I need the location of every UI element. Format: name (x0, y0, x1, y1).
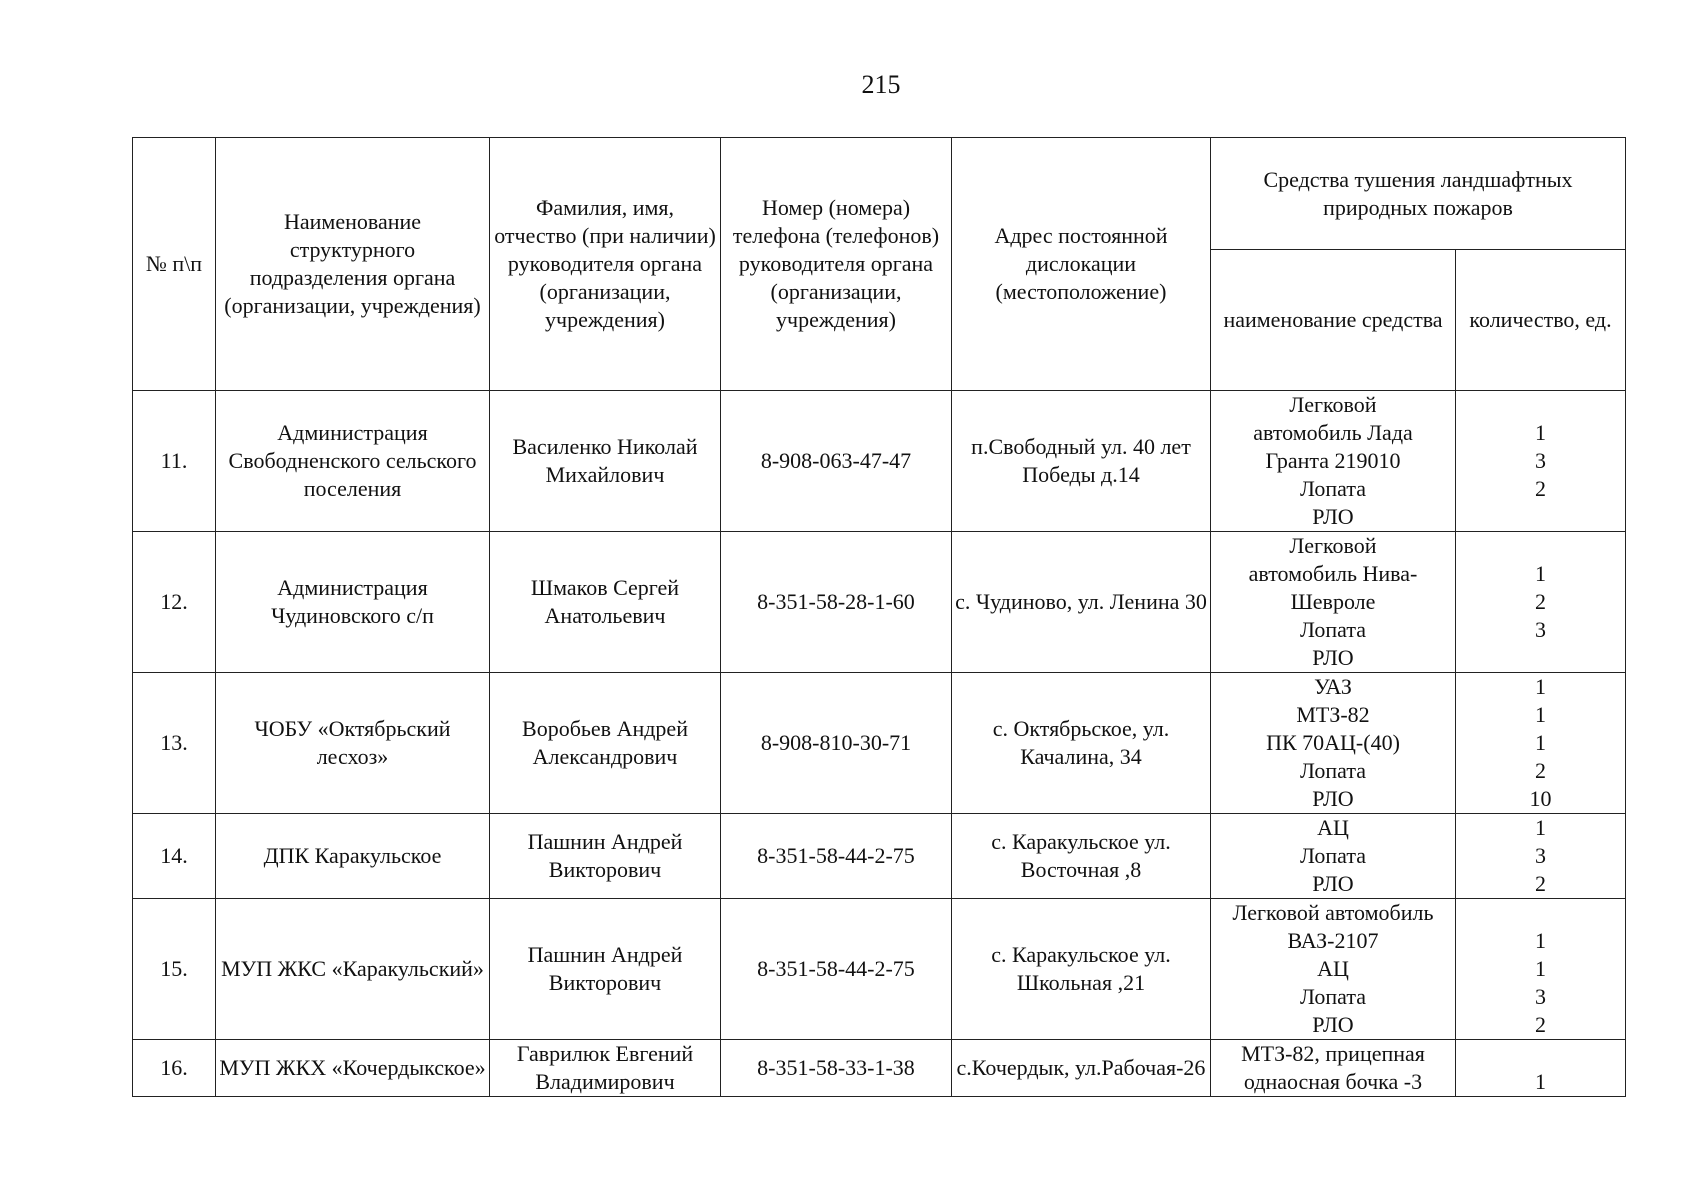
means-item: Лопата (1300, 758, 1366, 783)
table-row (133, 673, 1626, 814)
row-name: Администрация Свободненского сельского поселения (216, 391, 490, 532)
row-qty (1456, 391, 1626, 532)
means-item: АЦ (1317, 815, 1349, 840)
means-item: Шевроле (1290, 589, 1376, 614)
means-item: РЛО (1312, 504, 1354, 529)
qty-item: 10 (1529, 786, 1552, 811)
table-row (133, 532, 1626, 673)
qty-item: 3 (1535, 843, 1546, 868)
row-name: МУП ЖКХ «Кочердыкское» (216, 1040, 490, 1097)
row-qty (1456, 899, 1626, 1040)
row-phone: 8-351-58-44-2-75 (721, 814, 952, 899)
qty-item: 2 (1535, 476, 1546, 501)
row-name: ДПК Каракульское (216, 814, 490, 899)
means-item: Легковой (1289, 533, 1377, 558)
row-num: 14. (133, 814, 216, 899)
qty-item: 2 (1535, 589, 1546, 614)
means-item: Лопата (1300, 617, 1366, 642)
header-means: Средства тушения ландшафтных природных пожаров (1211, 138, 1626, 250)
page-number: 215 (861, 70, 901, 99)
means-item: Лопата (1300, 476, 1366, 501)
row-num: 15. (133, 899, 216, 1040)
qty-item: 3 (1535, 617, 1546, 642)
table-row (133, 814, 1626, 899)
means-item: автомобиль Нива- (1248, 561, 1418, 586)
qty-item: 1 (1535, 561, 1546, 586)
row-name: ЧОБУ «Октябрьский лесхоз» (216, 673, 490, 814)
qty-item: 3 (1535, 984, 1546, 1009)
row-means (1211, 532, 1456, 673)
means-item: АЦ (1317, 956, 1349, 981)
means-item: однаосная бочка -3 (1243, 1069, 1423, 1094)
row-name: МУП ЖКС «Каракульский» (216, 899, 490, 1040)
qty-item: 1 (1535, 815, 1546, 840)
row-means (1211, 391, 1456, 532)
means-item: РЛО (1312, 645, 1354, 670)
row-phone: 8-908-063-47-47 (721, 391, 952, 532)
means-item: Лопата (1300, 984, 1366, 1009)
row-means (1211, 1040, 1456, 1097)
qty-item: 1 (1535, 928, 1546, 953)
row-phone: 8-351-58-44-2-75 (721, 899, 952, 1040)
row-num: 13. (133, 673, 216, 814)
qty-item: 1 (1535, 956, 1546, 981)
header-fio: Фамилия, имя, отчество (при наличии) руководителя органа (организации, учреждения) (490, 138, 721, 391)
qty-item: 2 (1535, 871, 1546, 896)
means-item: РЛО (1312, 786, 1354, 811)
row-address: с. Каракульское ул. Восточная ,8 (952, 814, 1211, 899)
row-fio: Шмаков Сергей Анатольевич (490, 532, 721, 673)
table-row (133, 899, 1626, 1040)
row-address: с. Октябрьское, ул. Качалина, 34 (952, 673, 1211, 814)
row-fio: Гаврилюк Евгений Владимирович (490, 1040, 721, 1097)
header-phone: Номер (номера) телефона (телефонов) руководителя органа (организации, учреждения) (721, 138, 952, 391)
means-item: РЛО (1312, 871, 1354, 896)
means-item: РЛО (1312, 1012, 1354, 1037)
header-means-qty: количество, ед. (1456, 250, 1626, 391)
row-phone: 8-351-58-33-1-38 (721, 1040, 952, 1097)
row-fio: Пашнин Андрей Викторович (490, 814, 721, 899)
row-num: 16. (133, 1040, 216, 1097)
means-item: МТЗ-82, прицепная (1241, 1041, 1425, 1066)
row-address: с. Чудиново, ул. Ленина 30 (952, 532, 1211, 673)
header-name: Наименование структурного подразделения органа (организации, учреждения) (216, 138, 490, 391)
row-qty (1456, 1040, 1626, 1097)
header-address: Адрес постоянной дислокации (местоположение) (952, 138, 1211, 391)
table-row (133, 391, 1626, 532)
row-address: с. Каракульское ул. Школьная ,21 (952, 899, 1211, 1040)
table-row (133, 1040, 1626, 1097)
row-num: 12. (133, 532, 216, 673)
qty-item: 1 (1535, 730, 1546, 755)
row-fio: Воробьев Андрей Александрович (490, 673, 721, 814)
means-item: Гранта 219010 (1265, 448, 1401, 473)
row-name: Администрация Чудиновского с/п (216, 532, 490, 673)
means-item: Лопата (1300, 843, 1366, 868)
row-address: п.Свободный ул. 40 лет Победы д.14 (952, 391, 1211, 532)
row-fio: Василенко Николай Михайлович (490, 391, 721, 532)
row-phone: 8-351-58-28-1-60 (721, 532, 952, 673)
row-qty (1456, 814, 1626, 899)
means-item: Легковой автомобиль (1232, 900, 1434, 925)
header-num: № п\п (133, 138, 216, 391)
means-item: МТЗ-82 (1296, 702, 1370, 727)
qty-item: 1 (1535, 702, 1546, 727)
header-means-name: наименование средства (1211, 250, 1456, 391)
row-means (1211, 814, 1456, 899)
qty-item: 3 (1535, 448, 1546, 473)
row-qty (1456, 532, 1626, 673)
row-qty (1456, 673, 1626, 814)
means-item: ВАЗ-2107 (1287, 928, 1379, 953)
row-fio: Пашнин Андрей Викторович (490, 899, 721, 1040)
qty-item: 1 (1535, 674, 1546, 699)
means-item: автомобиль Лада (1253, 420, 1413, 445)
row-address: с.Кочердык, ул.Рабочая-26 (952, 1040, 1211, 1097)
row-means (1211, 899, 1456, 1040)
qty-item: 2 (1535, 758, 1546, 783)
means-item: Легковой (1289, 392, 1377, 417)
means-item: УАЗ (1314, 674, 1352, 699)
row-phone: 8-908-810-30-71 (721, 673, 952, 814)
row-num: 11. (133, 391, 216, 532)
row-means (1211, 673, 1456, 814)
qty-item: 1 (1535, 420, 1546, 445)
means-item: ПК 70АЦ-(40) (1266, 730, 1400, 755)
qty-item: 1 (1535, 1069, 1546, 1094)
qty-item: 2 (1535, 1012, 1546, 1037)
resources-table (132, 137, 1626, 1097)
